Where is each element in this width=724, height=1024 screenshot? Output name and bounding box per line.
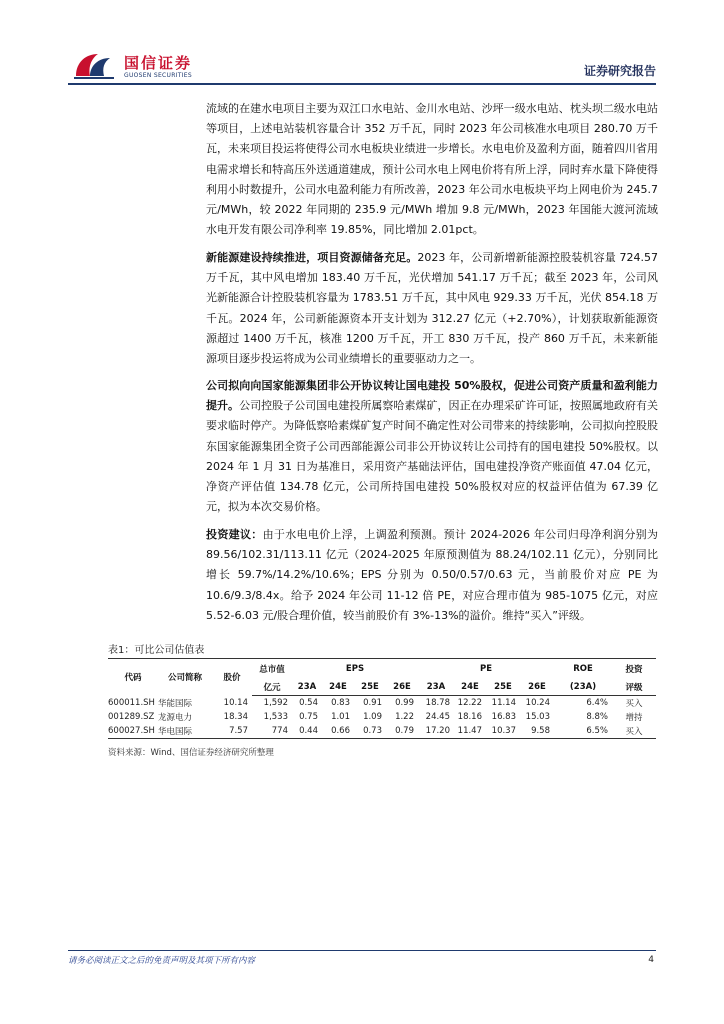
- header-pe-26e: 26E: [520, 679, 554, 696]
- logo-chinese-name: 国信证券: [124, 54, 193, 72]
- cell-pe-24e: 11.47: [454, 724, 486, 739]
- cell-pe-26e: 9.58: [520, 724, 554, 739]
- cell-pe-23a: 18.78: [425, 698, 450, 708]
- cell-eps-23a: 0.75: [299, 712, 318, 722]
- paragraph-text: 2023 年，公司新增新能源控股装机容量 724.57 万千瓦，其中风电增加 183.40 万千瓦，光伏增加 541.17 万千瓦；截至 2023 年，公司风光新能源合计控股装机容量为 1783.51 万千瓦，其中风电 929.33 万千瓦，光伏 854.18 万千瓦。2024 年，公司新能源资本开支计划为 312.27 亿元（+2.70%），计划获取新能源资源超过 1400 万千瓦，核准 1200 万千瓦，开工 830 万千瓦，投产 860 万千瓦，未来新能源项目逐步投运将成为公司业绩增长的重要驱动力之一。: [206, 251, 658, 366]
- cell-mktcap: 774: [252, 724, 292, 739]
- header-roe: ROE: [554, 659, 612, 680]
- paragraph-heading: 公司拟向向国家能源集团非公开协议转让国电建投 50%股权，促进公司资产质量和盈利能力提升。: [206, 379, 658, 413]
- header-code: 代码: [108, 659, 158, 696]
- cell-rating: 买入: [625, 699, 643, 709]
- cell-price: 10.14: [223, 697, 248, 708]
- cell-eps-25e: 0.91: [363, 698, 382, 708]
- header-eps-26e: 26E: [386, 679, 418, 696]
- header-pe-24e: 24E: [454, 679, 486, 696]
- cell-rating: 买入: [612, 724, 656, 739]
- header-price: 股价: [212, 659, 252, 696]
- cell-eps-23a: 0.44: [292, 724, 322, 739]
- paragraph-heading: 投资建议：: [206, 528, 263, 541]
- cell-eps-26e: 1.22: [395, 712, 414, 722]
- header-eps: EPS: [292, 659, 418, 680]
- footer-divider: [68, 950, 656, 951]
- page-number: 4: [648, 955, 654, 965]
- cell-pe-25e: 10.37: [486, 724, 520, 739]
- paragraph-text: 流域的在建水电项目主要为双江口水电站、金川水电站、沙坪一级水电站、枕头坝二级水电站等项目，上述电站装机容量合计 352 万千瓦，同时 2023 年公司核准水电项目 280.70 万千瓦，未来项目投运将使得公司水电板块业绩进一步增长。水电电价及盈利方面，随着四川省用电需求增长和特高压外送通道建成，预计公司水电上网电价将有所上浮，同时弃水量下降使得利用小时数提升，公司水电盈利能力有所改善，2023 年公司水电板块平均上网电价为 245.7 元/MWh，较 2022 年同期的 235.9 元/MWh 增加 9.8 元/MWh，2023 年国能大渡河流域水电开发有限公司净利率 19.85%，同比增加 2.01pct。: [206, 102, 658, 237]
- cell-pe-26e: 15.03: [525, 712, 550, 722]
- cell-eps-24e: 0.66: [322, 724, 354, 739]
- cell-pe-25e: 16.83: [491, 712, 516, 722]
- cell-eps-24e: 1.01: [331, 712, 350, 722]
- cell-pe-25e: 11.14: [491, 698, 516, 708]
- cell-mktcap: 1,592: [263, 698, 288, 708]
- header-name: 公司简称: [158, 659, 212, 696]
- paragraph-text: 由于水电电价上浮，上调盈利预测。预计 2024-2026 年公司归母净利润分别为 89.56/102.31/113.11 亿元（2024-2025 年原预测值为 88.24/102.11 亿元），分别同比增长 59.7%/14.2%/10.6%；EPS 分别为 0.50/0.57/0.63 元，当前股价对应 PE 为 10.6/9.3/8.4x。给予 2024 年公司 11-12 倍 PE，对应合理市值为 985-1075 亿元，对应 5.52-6.03 元/股合理价值，较当前股价有 3%-13%的溢价。维持“买入”评级。: [206, 528, 658, 622]
- paragraph-hydro-projects: [206, 99, 658, 240]
- cell-roe: 6.5%: [554, 724, 612, 739]
- cell-code: 001289.SZ: [108, 712, 155, 722]
- cell-price: 18.34: [223, 712, 248, 722]
- page-header: [0, 0, 724, 90]
- guosen-logo: [72, 50, 212, 84]
- table-row: [108, 724, 656, 739]
- cell-eps-24e: 0.83: [331, 698, 350, 708]
- report-type: 证券研究报告: [583, 64, 656, 78]
- cell-code: 600027.SH: [108, 724, 158, 739]
- header-rating: 投资: [612, 659, 656, 680]
- guosen-logo-icon: [72, 50, 118, 82]
- table-row: [108, 696, 656, 711]
- table-header-row: [108, 659, 656, 680]
- header-rating-sub: 评级: [612, 679, 656, 696]
- cell-rating: 增持: [625, 713, 643, 723]
- paragraph-new-energy: [206, 248, 658, 369]
- cell-eps-26e: 0.79: [386, 724, 418, 739]
- header-pe: PE: [418, 659, 554, 680]
- header-mktcap: 总市值: [252, 659, 292, 680]
- footer-disclaimer: 请务必阅读正文之后的免责声明及其项下所有内容: [68, 956, 256, 966]
- header-eps-24e: 24E: [322, 679, 354, 696]
- table-source: 资料来源：Wind、国信证券经济研究所整理: [108, 748, 274, 758]
- logo-english-name: GUOSEN SECURITIES: [124, 72, 193, 79]
- cell-eps-26e: 0.99: [395, 698, 414, 708]
- cell-name: 龙源电力: [158, 713, 193, 723]
- cell-pe-23a: 17.20: [418, 724, 454, 739]
- paragraph-investment-advice: [206, 525, 658, 626]
- header-divider: [68, 83, 656, 85]
- header-eps-23a: 23A: [292, 679, 322, 696]
- header-pe-23a: 23A: [418, 679, 454, 696]
- header-pe-25e: 25E: [486, 679, 520, 696]
- cell-pe-24e: 12.22: [457, 698, 482, 708]
- table-row: [108, 710, 656, 724]
- paragraph-heading: 新能源建设持续推进，项目资源储备充足。: [206, 251, 418, 264]
- cell-roe: 8.8%: [586, 712, 608, 722]
- cell-eps-25e: 1.09: [363, 712, 382, 722]
- table-title: 表1：可比公司估值表: [108, 645, 205, 656]
- cell-code: 600011.SH: [108, 697, 155, 708]
- cell-price: 7.57: [212, 724, 252, 739]
- header-roe-sub: (23A): [554, 679, 612, 696]
- paragraph-equity-transfer: [206, 376, 658, 517]
- cell-roe: 6.4%: [586, 698, 608, 708]
- cell-name: 华能国际: [158, 698, 193, 709]
- cell-eps-23a: 0.54: [299, 698, 318, 708]
- header-mktcap-unit: 亿元: [252, 679, 292, 696]
- cell-mktcap: 1,533: [263, 712, 288, 722]
- cell-pe-26e: 10.24: [525, 698, 550, 708]
- header-eps-25e: 25E: [354, 679, 386, 696]
- cell-eps-25e: 0.73: [354, 724, 386, 739]
- comparable-valuation-table: [108, 658, 656, 739]
- cell-pe-24e: 18.16: [457, 712, 482, 722]
- cell-name: 华电国际: [158, 724, 212, 739]
- cell-pe-23a: 24.45: [425, 712, 450, 722]
- paragraph-text: 公司控股子公司国电建投所属察哈素煤矿，因正在办理采矿许可证，按照属地政府有关要求临时停产。为降低察哈素煤矿复产时间不确定性对公司带来的持续影响，公司拟向控股股东国家能源集团全资子公司西部能源公司非公开协议转让公司持有的国电建投 50%股权。以 2024 年 1 月 31 日为基准日，采用资产基础法评估，国电建投净资产账面值 47.04 亿元，净资产评估值 134.78 亿元，公司所持国电建投 50%股权对应的权益评估值为 67.39 亿元，拟为本次交易价格。: [206, 399, 659, 514]
